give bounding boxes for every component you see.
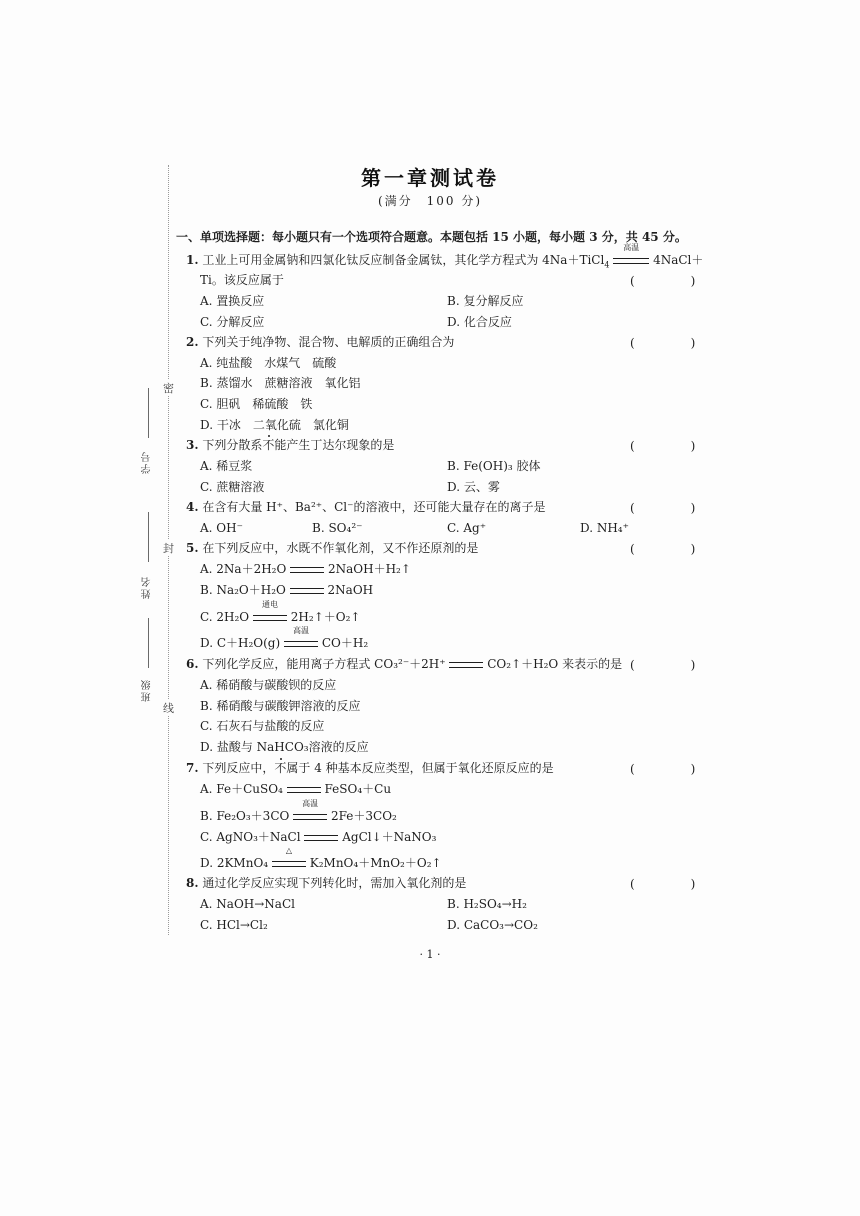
equation-left: A. 2Na＋2H₂O — [200, 562, 287, 576]
reaction-condition: 高温 — [623, 243, 640, 252]
question-5 — [186, 540, 478, 556]
answer-blank[interactable]: ( ) — [630, 542, 718, 556]
question-text: Ti。该反应属于 — [200, 273, 284, 287]
question-2 — [186, 334, 454, 350]
option-d[interactable] — [200, 626, 369, 651]
answer-blank[interactable]: ( ) — [630, 501, 718, 515]
option-b[interactable]: B. Fe(OH)₃ 胶体 — [447, 459, 541, 473]
answer-blank[interactable]: ( ) — [630, 877, 718, 891]
option-b[interactable] — [200, 799, 397, 824]
equation-left: D. 2KMnO₄ — [200, 856, 269, 870]
question-text: 下列关于纯净物、混合物、电解质的正确组合为 — [202, 335, 455, 349]
reaction-arrow — [284, 626, 318, 651]
page-number: · 1 · — [419, 948, 441, 961]
equals-arrow — [290, 561, 324, 577]
option-d[interactable]: D. NH₄⁺ — [580, 521, 629, 535]
equals-arrow — [304, 829, 338, 845]
equation-left: D. C＋H₂O(g) — [200, 636, 281, 650]
reaction-condition: 高温 — [293, 626, 309, 635]
option-a[interactable]: A. 稀硝酸与碳酸钡的反应 — [200, 678, 337, 692]
equation-right: K₂MnO₄＋MnO₂＋O₂↑ — [309, 856, 442, 870]
equals-arrow — [290, 582, 324, 598]
equation-right: 2Fe＋3CO₂ — [331, 809, 397, 823]
option-d[interactable]: D. 化合反应 — [447, 315, 512, 329]
reaction-arrow — [613, 243, 649, 268]
option-b[interactable]: B. 稀硝酸与碳酸钾溶液的反应 — [200, 699, 361, 713]
option-d[interactable] — [200, 846, 442, 871]
option-c[interactable]: C. 蔗糖溶液 — [200, 480, 265, 494]
student-id-label: 学号 — [142, 450, 153, 474]
equation-left: B. Na₂O＋H₂O — [200, 583, 286, 597]
option-a[interactable]: A. 稀豆浆 — [200, 459, 253, 473]
question-text: 下列化学反应，能用离子方程式 CO₃²⁻＋2H⁺ — [202, 657, 446, 671]
question-number: 8. — [186, 876, 199, 890]
question-text: 通过化学反应实现下列转化时，需加入氧化剂的是 — [202, 876, 467, 890]
question-4 — [186, 499, 545, 515]
question-number: 4. — [186, 500, 199, 514]
page-title: 第一章测试卷 — [361, 166, 499, 190]
binding-char-seal: 密 — [163, 382, 174, 395]
reaction-condition: △ — [285, 846, 292, 855]
option-d[interactable]: D. CaCO₃→CO₂ — [447, 918, 538, 932]
reaction-arrow — [272, 846, 306, 871]
question-number: 7. — [186, 761, 199, 775]
equals-arrow — [287, 781, 321, 797]
option-d[interactable]: D. 干冰 二氧化硫 氯化铜 — [200, 418, 349, 432]
question-number: 2. — [186, 335, 199, 349]
option-c[interactable] — [200, 829, 436, 845]
full-score: (满分 100 分) — [377, 194, 483, 208]
question-number: 5. — [186, 541, 199, 555]
equation-right: 2NaOH — [327, 583, 374, 597]
equals-arrow — [449, 656, 483, 672]
question-text: 4NaCl＋ — [653, 253, 704, 267]
option-a[interactable]: A. 纯盐酸 水煤气 硫酸 — [200, 356, 337, 370]
answer-blank[interactable]: ( ) — [630, 658, 718, 672]
option-b[interactable]: B. SO₄²⁻ — [312, 521, 363, 535]
option-b[interactable] — [200, 582, 373, 598]
option-c[interactable]: C. HCl→Cl₂ — [200, 918, 268, 932]
binding-char-seal: 封 — [163, 542, 174, 555]
option-a[interactable]: A. OH⁻ — [200, 521, 243, 535]
question-3 — [186, 437, 394, 453]
equation-left: B. Fe₂O₃＋3CO — [200, 809, 290, 823]
equation-right: 2NaOH＋H₂↑ — [328, 562, 411, 576]
option-b[interactable]: B. 复分解反应 — [447, 294, 524, 308]
question-text: 能产生丁达尔现象的是 — [274, 438, 395, 452]
question-text: 下列反应中， — [202, 761, 275, 775]
emphasis-dot-text: 不 — [262, 438, 275, 452]
answer-blank[interactable]: ( ) — [630, 439, 718, 453]
option-b[interactable]: B. 蒸馏水 蔗糖溶液 氧化铝 — [200, 376, 361, 390]
emphasis-dot-text: 不 — [274, 761, 287, 775]
option-c[interactable]: C. Ag⁺ — [447, 521, 487, 535]
reaction-arrow — [253, 600, 287, 625]
question-8 — [186, 875, 466, 891]
answer-blank[interactable]: ( ) — [630, 762, 718, 776]
binding-char-line: 线 — [163, 702, 174, 715]
equation-left: C. AgNO₃＋NaCl — [200, 830, 301, 844]
question-7 — [186, 760, 554, 776]
option-a[interactable]: A. NaOH→NaCl — [200, 897, 295, 911]
answer-blank[interactable]: ( ) — [630, 274, 718, 288]
name-blank[interactable] — [148, 512, 149, 562]
question-text: 工业上可用金属钠和四氯化钛反应制备金属钛，其化学方程式为 4Na＋TiCl — [202, 253, 605, 267]
question-1 — [186, 243, 704, 273]
name-label: 姓名 — [142, 575, 153, 599]
question-text: 在下列反应中，水既不作氧化剂，又不作还原剂的是 — [202, 541, 479, 555]
question-text: 在含有大量 H⁺、Ba²⁺、Cl⁻的溶液中，还可能大量存在的离子是 — [202, 500, 546, 514]
question-text: 下列分散系 — [202, 438, 263, 452]
reaction-condition: 通电 — [261, 600, 278, 609]
section-heading: 一、单项选择题：每小题只有一个选项符合题意。本题包括 15 小题，每小题 3 分，共 45 分。 — [176, 230, 687, 244]
option-c[interactable]: C. 分解反应 — [200, 315, 265, 329]
option-a[interactable] — [200, 561, 411, 577]
equation-left: C. 2H₂O — [200, 610, 250, 624]
question-6 — [186, 656, 622, 672]
option-d[interactable]: D. 盐酸与 NaHCO₃溶液的反应 — [200, 740, 369, 754]
option-b[interactable]: B. H₂SO₄→H₂ — [447, 897, 527, 911]
reaction-arrow — [293, 799, 327, 824]
reaction-condition: 高温 — [302, 799, 319, 808]
equation-left: A. Fe＋CuSO₄ — [200, 782, 283, 796]
student-id-blank[interactable] — [148, 388, 149, 438]
class-label: 班级 — [142, 678, 153, 702]
option-d[interactable]: D. 云、雾 — [447, 480, 500, 494]
option-c[interactable]: C. 石灰石与盐酸的反应 — [200, 719, 325, 733]
subscript: 4 — [604, 260, 610, 270]
option-a[interactable]: A. 置换反应 — [200, 294, 265, 308]
equation-right: CO＋H₂ — [321, 636, 369, 650]
option-a[interactable] — [200, 781, 391, 797]
option-c[interactable]: C. 胆矾 稀硫酸 铁 — [200, 397, 313, 411]
question-number: 1. — [186, 253, 199, 267]
class-blank[interactable] — [148, 618, 149, 668]
equation-right: FeSO₄＋Cu — [324, 782, 392, 796]
answer-blank[interactable]: ( ) — [630, 336, 718, 350]
equation-right: AgCl↓＋NaNO₃ — [342, 830, 437, 844]
question-text: CO₂↑＋H₂O 来表示的是 — [487, 657, 623, 671]
option-c[interactable] — [200, 600, 361, 625]
question-text: 属于 4 种基本反应类型，但属于氧化还原反应的是 — [286, 761, 554, 775]
equation-right: 2H₂↑＋O₂↑ — [290, 610, 361, 624]
question-number: 3. — [186, 438, 199, 452]
question-number: 6. — [186, 657, 199, 671]
